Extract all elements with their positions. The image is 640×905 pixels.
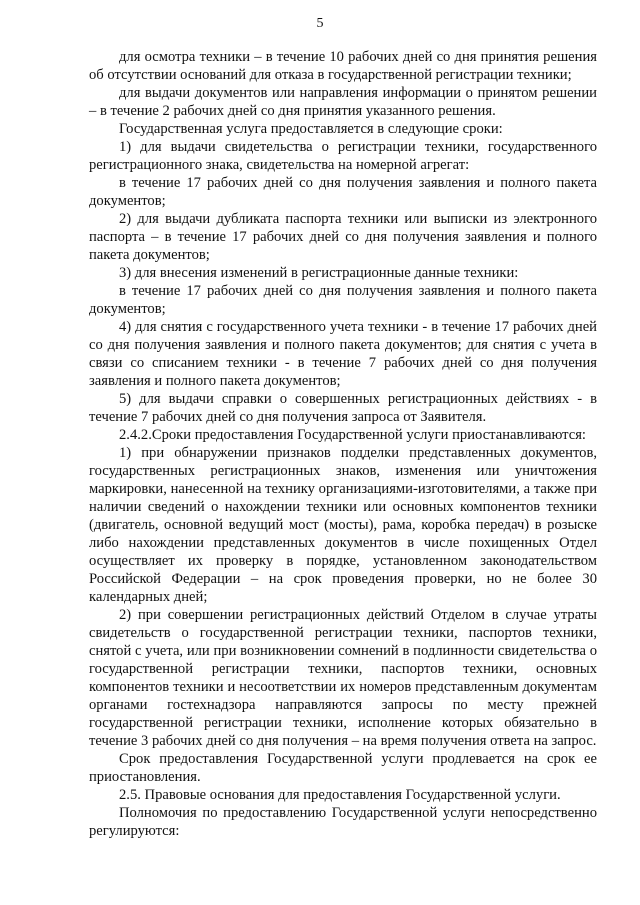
paragraph: в течение 17 рабочих дней со дня получения заявления и полного пакета документов;	[89, 283, 597, 317]
paragraph: 2) для выдачи дубликата паспорта техники или выписки из электронного паспорта – в течение 17 рабочих дней со дня получения заявления и полного пакета документов;	[89, 211, 597, 263]
paragraph: для осмотра техники – в течение 10 рабочих дней со дня принятия решения об отсутствии оснований для отказа в государственной регистрации техники;	[89, 49, 597, 83]
paragraph: 2) при совершении регистрационных действий Отделом в случае утраты свидетельств о государственной регистрации техники, паспортов техники, снятой с учета, или при возникновении сомнений в подлинности свидетельства о государственной регистрации техники, паспортов техники, основных компонентов техники и несоответствии их номеров представленным документам органами гостехнадзора направляются запросы по месту прежней государственной регистрации техники, исполнение которых обязательно в течение 3 рабочих дней со дня получения – на время получения ответа на запрос.	[89, 607, 597, 749]
paragraph: 1) для выдачи свидетельства о регистрации техники, государственного регистрационного знака, свидетельства на номерной агрегат:	[89, 139, 597, 173]
paragraph: 3) для внесения изменений в регистрационные данные техники:	[119, 265, 519, 281]
paragraph: 2.4.2.Сроки предоставления Государственной услуги приостанавливаются:	[119, 427, 586, 443]
paragraph: 2.5. Правовые основания для предоставления Государственной услуги.	[119, 787, 561, 803]
page-number: 5	[316, 16, 324, 31]
paragraph: 4) для снятия с государственного учета техники - в течение 17 рабочих дней со дня получения заявления и полного пакета документов; для снятия с учета в связи со списанием техники - в течение 7 рабочих дней со дня получения заявления и полного пакета документов;	[89, 319, 597, 389]
paragraph: Полномочия по предоставлению Государственной услуги непосредственно регулируются:	[89, 805, 597, 839]
paragraph: 1) при обнаружении признаков подделки представленных документов, государственных регистрационных знаков, изменения или уничтожения маркировки, нанесенной на технику организациями-изготовителями, а также при наличии сведений о нахождении техники или основных компонентов техники (двигатель, основной ведущий мост (мосты), рама, коробка передач) в розыске либо нахождении представленных документов в числе похищенных Отдел осуществляет их проверку в порядке, установленном законодательством Российской Федерации – на срок проведения проверки, но не более 30 календарных дней;	[89, 445, 597, 605]
document-body	[89, 48, 597, 840]
paragraph: в течение 17 рабочих дней со дня получения заявления и полного пакета документов;	[89, 175, 597, 209]
paragraph: Государственная услуга предоставляется в следующие сроки:	[119, 121, 503, 137]
paragraph: для выдачи документов или направления информации о принятом решении – в течение 2 рабочих дней со дня принятия указанного решения.	[89, 85, 597, 119]
paragraph: 5) для выдачи справки о совершенных регистрационных действиях - в течение 7 рабочих дней со дня получения запроса от Заявителя.	[89, 391, 597, 425]
paragraph: Срок предоставления Государственной услуги продлевается на срок ее приостановления.	[89, 751, 597, 785]
